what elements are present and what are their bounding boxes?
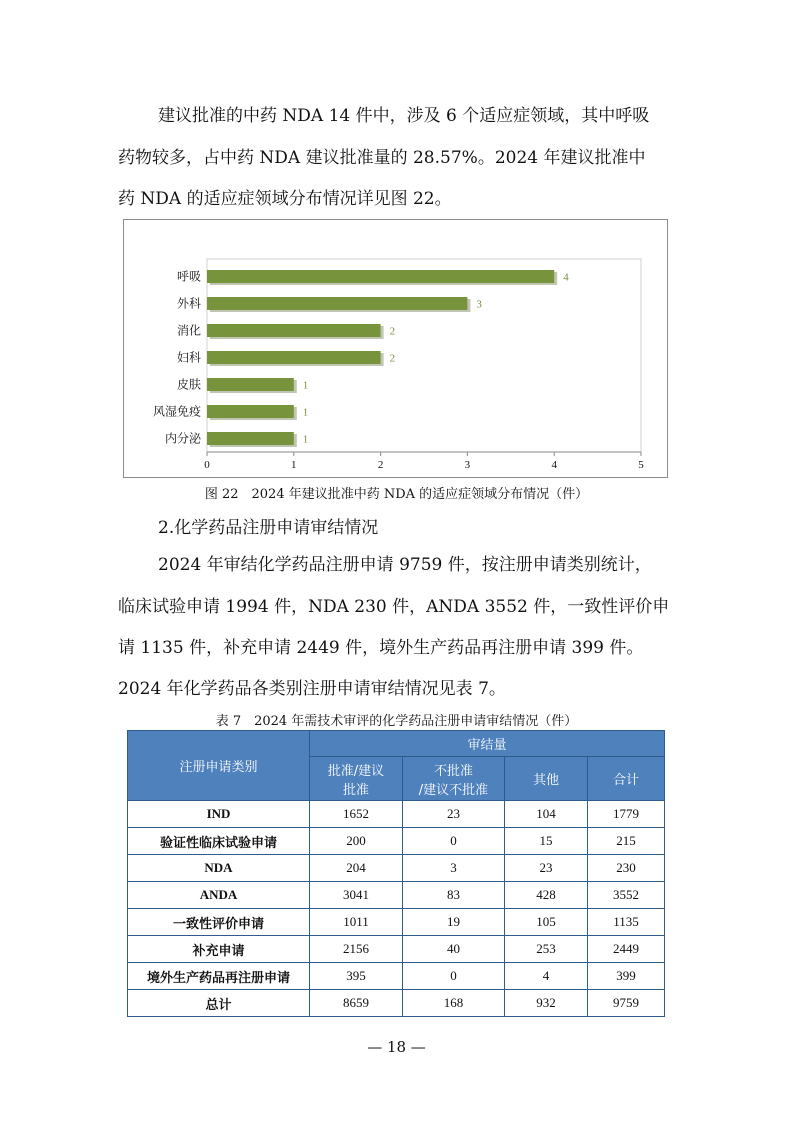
x-tick-label: 1 — [291, 459, 297, 471]
cell-reject: 0 — [403, 828, 505, 855]
paragraph1-line2: 药物较多，占中药 NDA 建议批准量的 28.57%。2024 年建议批准中 — [118, 148, 646, 168]
table-row — [128, 855, 665, 882]
indication-bar-chart — [123, 219, 668, 478]
cell-total: 1779 — [588, 801, 665, 828]
table-row — [128, 936, 665, 963]
paragraph2-line1: 2024 年审结化学药品注册申请 9759 件，按注册申请类别统计， — [158, 555, 652, 575]
category-label: 妇科 — [176, 350, 201, 365]
cell-total: 230 — [588, 855, 665, 882]
header-category: 注册申请类别 — [128, 731, 310, 801]
cell-category: 总计 — [128, 990, 310, 1017]
bar — [207, 324, 381, 337]
table-row — [128, 828, 665, 855]
category-label: 呼吸 — [176, 269, 201, 284]
x-tick-label: 2 — [377, 459, 384, 471]
cell-other: 15 — [505, 828, 588, 855]
cell-reject: 19 — [403, 909, 505, 936]
cell-reject: 168 — [403, 990, 505, 1017]
cell-category: 验证性临床试验申请 — [128, 828, 310, 855]
bar — [207, 405, 294, 418]
paragraph1-line1: 建议批准的中药 NDA 14 件中，涉及 6 个适应症领域，其中呼吸 — [158, 106, 650, 126]
cell-category: NDA — [128, 855, 310, 882]
cell-other: 105 — [505, 909, 588, 936]
chart-svg — [124, 220, 669, 479]
cell-approve: 8659 — [310, 990, 403, 1017]
table-row — [128, 963, 665, 990]
cell-total: 215 — [588, 828, 665, 855]
category-label: 消化 — [176, 323, 201, 338]
cell-total: 399 — [588, 963, 665, 990]
cell-approve: 3041 — [310, 882, 403, 909]
header-other: 其他 — [505, 757, 588, 801]
category-label: 外科 — [176, 296, 201, 311]
bar — [207, 297, 467, 310]
cell-approve: 200 — [310, 828, 403, 855]
bar — [207, 351, 381, 364]
cell-total: 2449 — [588, 936, 665, 963]
cell-other: 23 — [505, 855, 588, 882]
category-label: 皮肤 — [176, 377, 201, 392]
header-approve: 批准/建议 批准 — [310, 757, 403, 801]
cell-approve: 1011 — [310, 909, 403, 936]
cell-other: 4 — [505, 963, 588, 990]
cell-approve: 1652 — [310, 801, 403, 828]
cell-total: 9759 — [588, 990, 665, 1017]
x-tick-label: 4 — [551, 459, 557, 471]
cell-total: 3552 — [588, 882, 665, 909]
x-tick-label: 0 — [204, 459, 210, 471]
figure-caption: 图 22 2024 年建议批准中药 NDA 的适应症领域分布情况（件） — [204, 487, 589, 502]
cell-reject: 0 — [403, 963, 505, 990]
cell-other: 428 — [505, 882, 588, 909]
data-label: 1 — [302, 433, 309, 446]
cell-approve: 395 — [310, 963, 403, 990]
cell-approve: 204 — [310, 855, 403, 882]
category-label: 内分泌 — [164, 431, 201, 446]
header-group: 审结量 — [310, 731, 665, 757]
header-total: 合计 — [588, 757, 665, 801]
review-results-table — [127, 730, 665, 1017]
cell-category: 一致性评价申请 — [128, 909, 310, 936]
cell-category: 境外生产药品再注册申请 — [128, 963, 310, 990]
table-row — [128, 990, 665, 1017]
cell-reject: 83 — [403, 882, 505, 909]
section2-heading: 2.化学药品注册申请审结情况 — [158, 518, 379, 538]
table-row — [128, 882, 665, 909]
data-label: 2 — [389, 352, 396, 365]
paragraph1-line3: 药 NDA 的适应症领域分布情况详见图 22。 — [118, 189, 452, 209]
table-caption: 表 7 2024 年需技术审评的化学药品注册申请审结情况（件） — [215, 714, 578, 729]
cell-other: 253 — [505, 936, 588, 963]
x-tick-label: 5 — [638, 459, 644, 471]
cell-other: 932 — [505, 990, 588, 1017]
data-label: 2 — [389, 325, 396, 338]
cell-other: 104 — [505, 801, 588, 828]
cell-reject: 23 — [403, 801, 505, 828]
cell-approve: 2156 — [310, 936, 403, 963]
bar — [207, 432, 294, 445]
data-label: 3 — [476, 298, 482, 311]
paragraph2-line3: 请 1135 件，补充申请 2449 件，境外生产药品再注册申请 399 件。 — [118, 638, 644, 658]
page-number: — 18 — — [367, 1038, 426, 1056]
bar — [207, 378, 294, 391]
cell-category: 补充申请 — [128, 936, 310, 963]
data-label: 1 — [302, 379, 309, 392]
cell-category: ANDA — [128, 882, 310, 909]
cell-reject: 40 — [403, 936, 505, 963]
paragraph2-line2: 临床试验申请 1994 件，NDA 230 件，ANDA 3552 件，一致性评价申 — [118, 597, 670, 617]
table-row — [128, 909, 665, 936]
x-tick-label: 3 — [464, 459, 471, 471]
table-row — [128, 801, 665, 828]
header-reject: 不批准 /建议不批准 — [403, 757, 505, 801]
data-label: 1 — [302, 406, 309, 419]
data-label: 4 — [563, 271, 569, 284]
paragraph2-line4: 2024 年化学药品各类别注册申请审结情况见表 7。 — [118, 679, 506, 699]
cell-category: IND — [128, 801, 310, 828]
category-label: 风湿免疫 — [152, 404, 201, 419]
cell-total: 1135 — [588, 909, 665, 936]
bar — [207, 270, 554, 283]
cell-reject: 3 — [403, 855, 505, 882]
